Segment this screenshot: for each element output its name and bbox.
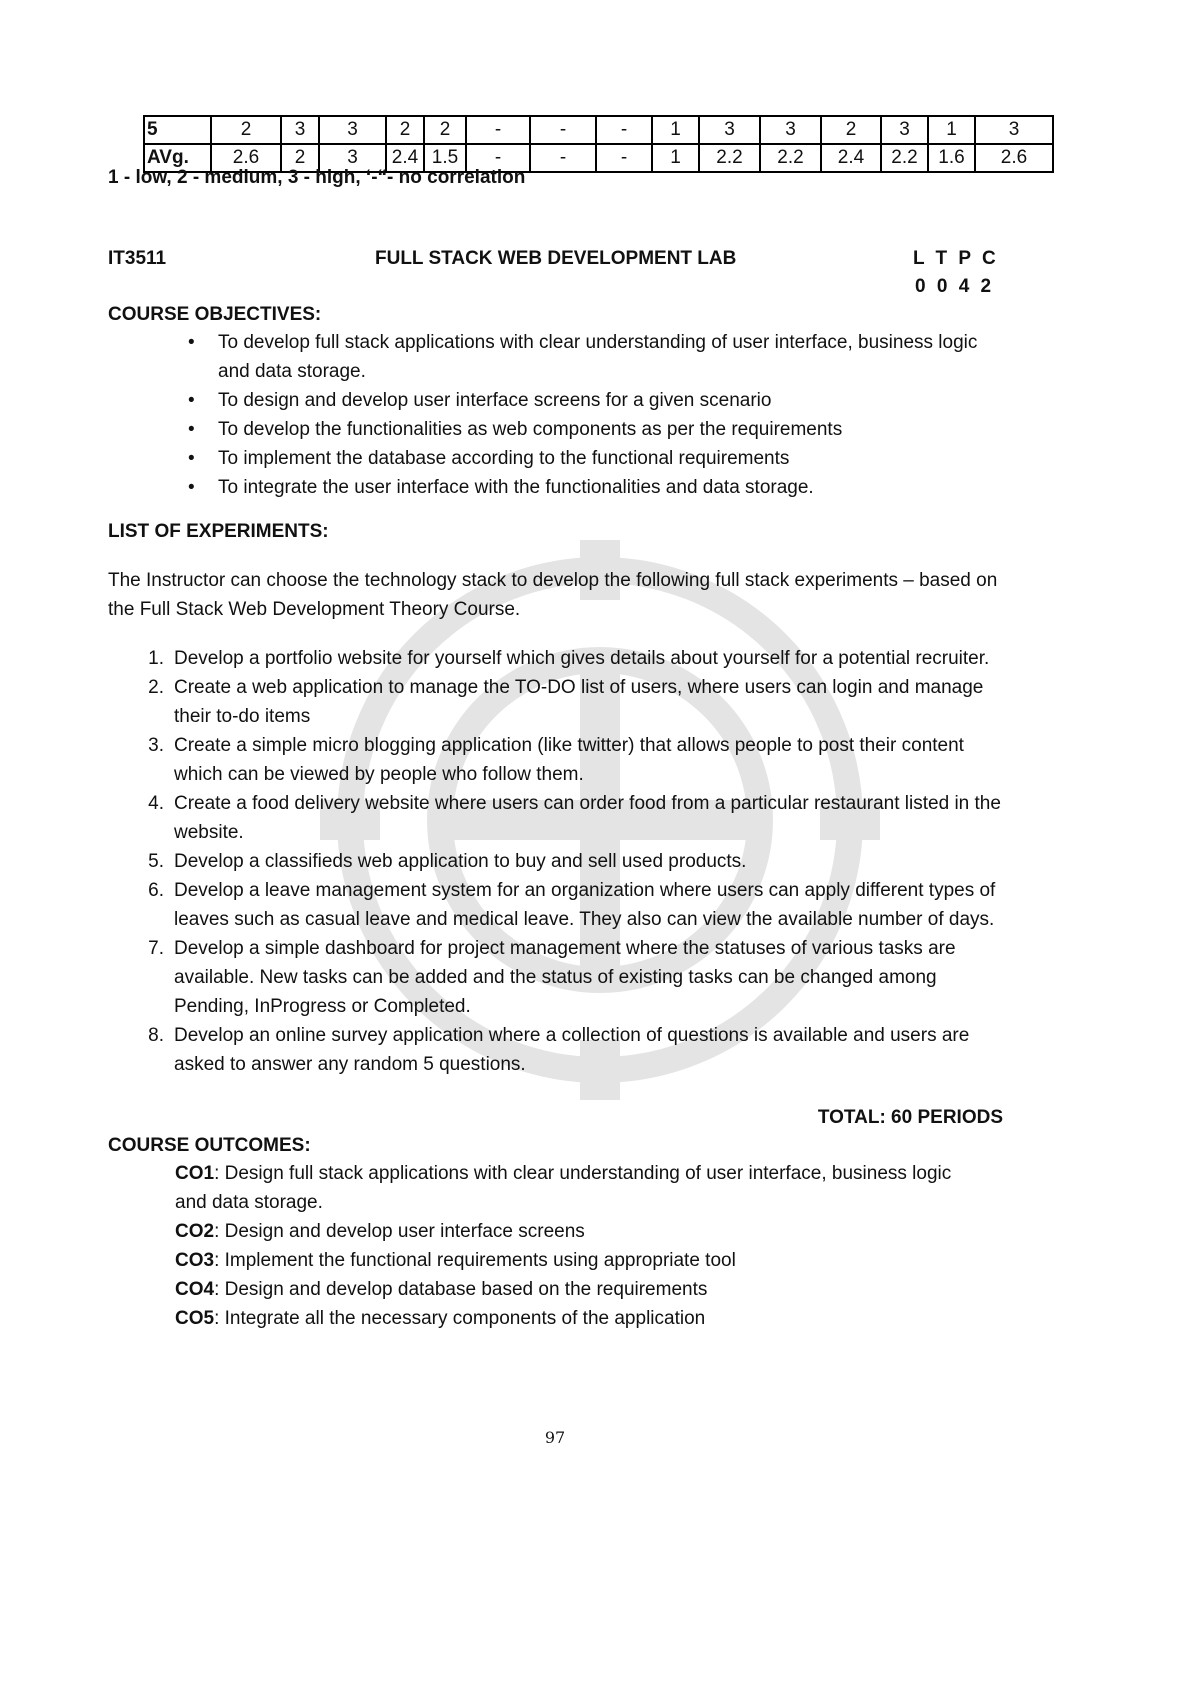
objective-text: To implement the database according to the functional requirements: [218, 448, 790, 469]
experiment-number: 4.: [148, 793, 164, 814]
experiment-text: Create a web application to manage the TO-DO list of users, where users can login and manage their to-do items: [174, 677, 984, 727]
table-cell: 1.5: [424, 144, 466, 172]
table-row-label: AVg.: [144, 144, 211, 172]
objective-text: To develop full stack applications with clear understanding of user interface, business logic and data storage.: [218, 332, 978, 382]
experiment-number: 6.: [148, 880, 164, 901]
outcome-item: [175, 1217, 985, 1246]
ltpc-values: 0 0 4 2: [915, 276, 995, 297]
outcome-item: [175, 1304, 985, 1333]
experiment-text: Develop a simple dashboard for project management where the statuses of various tasks are available. New tasks can be added and the status of existing tasks can be changed among Pending, InProgress or Completed.: [174, 938, 956, 1017]
table-cell: -: [466, 144, 530, 172]
objective-text: To design and develop user interface screens for a given scenario: [218, 390, 772, 411]
table-cell: 2.4: [386, 144, 424, 172]
table-cell: 2: [281, 144, 319, 172]
table-cell: -: [530, 116, 596, 144]
course-title: FULL STACK WEB DEVELOPMENT LAB: [375, 248, 737, 269]
outcome-text: : Implement the functional requirements using appropriate tool: [214, 1250, 736, 1271]
table-cell: -: [530, 144, 596, 172]
table-cell: 3: [319, 116, 386, 144]
experiment-text: Develop a classifieds web application to buy and sell used products.: [174, 851, 747, 872]
table-cell: 2.2: [699, 144, 760, 172]
experiments-intro: The Instructor can choose the technology stack to develop the following full stack experiments – based on the Full Stack Web Development Theory Course.: [108, 570, 998, 620]
table-cell: 2.4: [821, 144, 881, 172]
table-cell: 3: [975, 116, 1053, 144]
outcomes-list: [175, 1159, 985, 1333]
table-cell: 1: [928, 116, 975, 144]
experiment-number: 3.: [148, 735, 164, 756]
ltpc-label: L T P C: [913, 248, 999, 269]
experiment-item: [134, 789, 1004, 847]
course-code: IT3511: [108, 248, 167, 269]
outcome-text: : Design full stack applications with clear understanding of user interface, business logic and data storage.: [175, 1163, 952, 1213]
table-cell: 1.6: [928, 144, 975, 172]
experiment-text: Create a simple micro blogging application (like twitter) that allows people to post their content which can be viewed by people who follow them.: [174, 735, 964, 785]
experiment-item: [134, 1021, 1004, 1079]
objective-item: [188, 328, 1008, 386]
table-cell: 2: [821, 116, 881, 144]
experiment-number: 2.: [148, 677, 164, 698]
objective-item: [188, 386, 1008, 415]
experiment-item: [134, 847, 1004, 876]
objectives-heading: COURSE OBJECTIVES:: [108, 304, 322, 325]
table-cell: 3: [319, 144, 386, 172]
experiment-item: [134, 934, 1004, 1021]
correlation-legend: 1 - low, 2 - medium, 3 - high, ‘-“- no correlation: [108, 167, 526, 188]
experiment-number: 1.: [148, 648, 164, 669]
table-cell: 2: [386, 116, 424, 144]
table-cell: 3: [699, 116, 760, 144]
experiment-item: [134, 673, 1004, 731]
outcome-item: [175, 1275, 985, 1304]
outcome-item: [175, 1159, 985, 1217]
bullet-icon: •: [188, 477, 195, 498]
experiments-list: [134, 644, 1004, 1079]
outcome-text: : Integrate all the necessary components of the application: [214, 1308, 706, 1329]
outcome-item: [175, 1246, 985, 1275]
table-row-label: 5: [144, 116, 211, 144]
objective-item: [188, 415, 1008, 444]
experiment-text: Develop an online survey application where a collection of questions is available and users are asked to answer any random 5 questions.: [174, 1025, 970, 1075]
experiment-item: [134, 644, 1004, 673]
bullet-icon: •: [188, 419, 195, 440]
experiment-item: [134, 731, 1004, 789]
table-cell: 2.2: [881, 144, 928, 172]
experiment-number: 7.: [148, 938, 164, 959]
page-number: 97: [544, 1428, 566, 1447]
table-cell: 1: [652, 144, 699, 172]
table-cell: 3: [881, 116, 928, 144]
objectives-list: [188, 328, 1008, 502]
objective-text: To integrate the user interface with the functionalities and data storage.: [218, 477, 814, 498]
outcome-code: CO5: [175, 1308, 215, 1329]
bullet-icon: •: [188, 448, 195, 469]
bullet-icon: •: [188, 332, 195, 353]
outcomes-heading: COURSE OUTCOMES:: [108, 1135, 311, 1156]
objective-item: [188, 473, 1008, 502]
experiment-number: 8.: [148, 1025, 164, 1046]
outcome-code: CO1: [175, 1163, 215, 1184]
table-cell: -: [466, 116, 530, 144]
table-cell: 2: [211, 116, 281, 144]
table-row: [144, 116, 1053, 144]
bullet-icon: •: [188, 390, 195, 411]
table-cell: 2.6: [975, 144, 1053, 172]
experiment-text: Develop a portfolio website for yourself which gives details about yourself for a potential recruiter.: [174, 648, 990, 669]
experiments-heading: LIST OF EXPERIMENTS:: [108, 521, 329, 542]
table-cell: -: [596, 116, 652, 144]
table-cell: 3: [281, 116, 319, 144]
outcome-text: : Design and develop database based on the requirements: [214, 1279, 708, 1300]
table-cell: 2.6: [211, 144, 281, 172]
table-cell: 1: [652, 116, 699, 144]
objective-item: [188, 444, 1008, 473]
experiment-number: 5.: [148, 851, 164, 872]
outcome-code: CO2: [175, 1221, 215, 1242]
outcome-code: CO3: [175, 1250, 215, 1271]
table-cell: -: [596, 144, 652, 172]
objective-text: To develop the functionalities as web components as per the requirements: [218, 419, 843, 440]
total-periods: TOTAL: 60 PERIODS: [817, 1107, 1003, 1128]
experiment-text: Develop a leave management system for an organization where users can apply different types of leaves such as casual leave and medical leave. They also can view the available number of days.: [174, 880, 996, 930]
table-cell: 2.2: [760, 144, 821, 172]
outcome-text: : Design and develop user interface screens: [214, 1221, 585, 1242]
experiment-item: [134, 876, 1004, 934]
experiment-text: Create a food delivery website where users can order food from a particular restaurant listed in the website.: [174, 793, 1001, 843]
outcome-code: CO4: [175, 1279, 215, 1300]
table-cell: 3: [760, 116, 821, 144]
table-cell: 2: [424, 116, 466, 144]
